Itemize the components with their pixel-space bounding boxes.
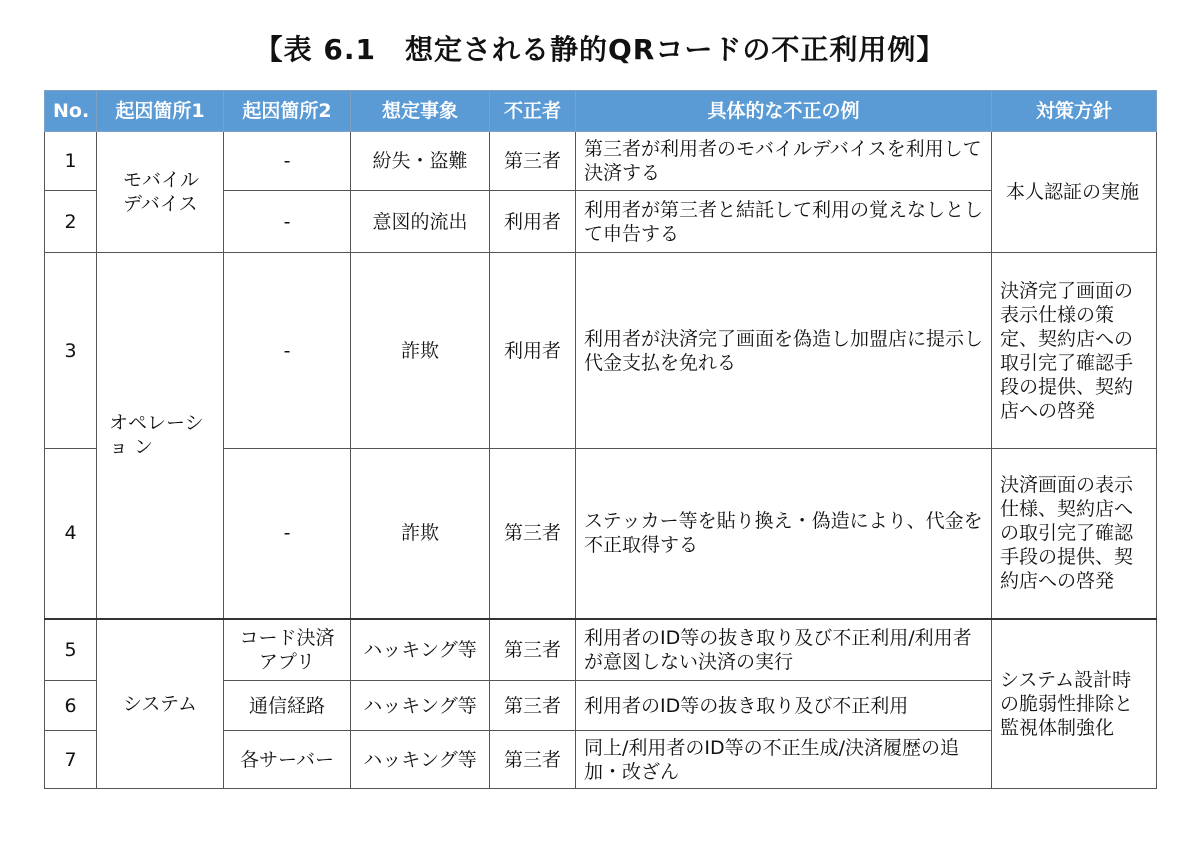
row-actor: 第三者 [490, 619, 576, 681]
row-event: 詐欺 [351, 449, 490, 619]
header-cause2: 起因箇所2 [224, 91, 351, 132]
row-actor: 第三者 [490, 132, 576, 191]
row-event: ハッキング等 [351, 731, 490, 789]
row-cause2: コード決済 アプリ [224, 619, 351, 681]
group-system: システム [97, 619, 224, 789]
header-no: No. [45, 91, 97, 132]
row-cause2: 各サーバー [224, 731, 351, 789]
header-row [45, 91, 1157, 132]
header-actor: 不正者 [490, 91, 576, 132]
table-row [45, 132, 1157, 191]
row-example: 利用者のID等の抜き取り及び不正利用/利用者が意図しない決済の実行 [576, 619, 992, 681]
row-example: 利用者が第三者と結託して利用の覚えなしとして申告する [576, 191, 992, 253]
row-example: 利用者のID等の抜き取り及び不正利用 [576, 681, 992, 731]
row-actor: 利用者 [490, 253, 576, 449]
row-no: 2 [45, 191, 97, 253]
header-event: 想定事象 [351, 91, 490, 132]
measure-row4: 決済画面の表示仕様、契約店への取引完了確認手段の提供、契約店への啓発 [992, 449, 1157, 619]
measure-row3: 決済完了画面の表示仕様の策定、契約店への取引完了確認手段の提供、契約店への啓発 [992, 253, 1157, 449]
row-no: 1 [45, 132, 97, 191]
row-cause2: - [224, 191, 351, 253]
table-row [45, 253, 1157, 449]
measure-system: システム設計時の脆弱性排除と監視体制強化 [992, 619, 1157, 789]
row-example: ステッカー等を貼り換え・偽造により、代金を不正取得する [576, 449, 992, 619]
row-actor: 利用者 [490, 191, 576, 253]
row-actor: 第三者 [490, 681, 576, 731]
table-title: 【表 6.1 想定される静的QRコードの不正利用例】 [254, 33, 946, 66]
row-no: 4 [45, 449, 97, 619]
fraud-example-table [44, 90, 1157, 789]
header-cause1: 起因箇所1 [97, 91, 224, 132]
row-cause2: 通信経路 [224, 681, 351, 731]
row-example: 同上/利用者のID等の不正生成/決済履歴の追加・改ざん [576, 731, 992, 789]
row-no: 5 [45, 619, 97, 681]
row-event: 意図的流出 [351, 191, 490, 253]
row-no: 3 [45, 253, 97, 449]
row-cause2: - [224, 449, 351, 619]
table-row [45, 619, 1157, 681]
row-actor: 第三者 [490, 731, 576, 789]
group-mobile-device: モバイル デバイス [97, 132, 224, 253]
row-event: 紛失・盗難 [351, 132, 490, 191]
group-operation: オペレーショ ン [97, 253, 224, 619]
row-event: ハッキング等 [351, 681, 490, 731]
row-event: ハッキング等 [351, 619, 490, 681]
row-no: 6 [45, 681, 97, 731]
measure-auth: 本人認証の実施 [992, 132, 1157, 253]
header-example: 具体的な不正の例 [576, 91, 992, 132]
header-measure: 対策方針 [992, 91, 1157, 132]
row-cause2: - [224, 253, 351, 449]
row-no: 7 [45, 731, 97, 789]
row-example: 第三者が利用者のモバイルデバイスを利用して決済する [576, 132, 992, 191]
row-example: 利用者が決済完了画面を偽造し加盟店に提示し代金支払を免れる [576, 253, 992, 449]
row-actor: 第三者 [490, 449, 576, 619]
row-event: 詐欺 [351, 253, 490, 449]
row-cause2: - [224, 132, 351, 191]
